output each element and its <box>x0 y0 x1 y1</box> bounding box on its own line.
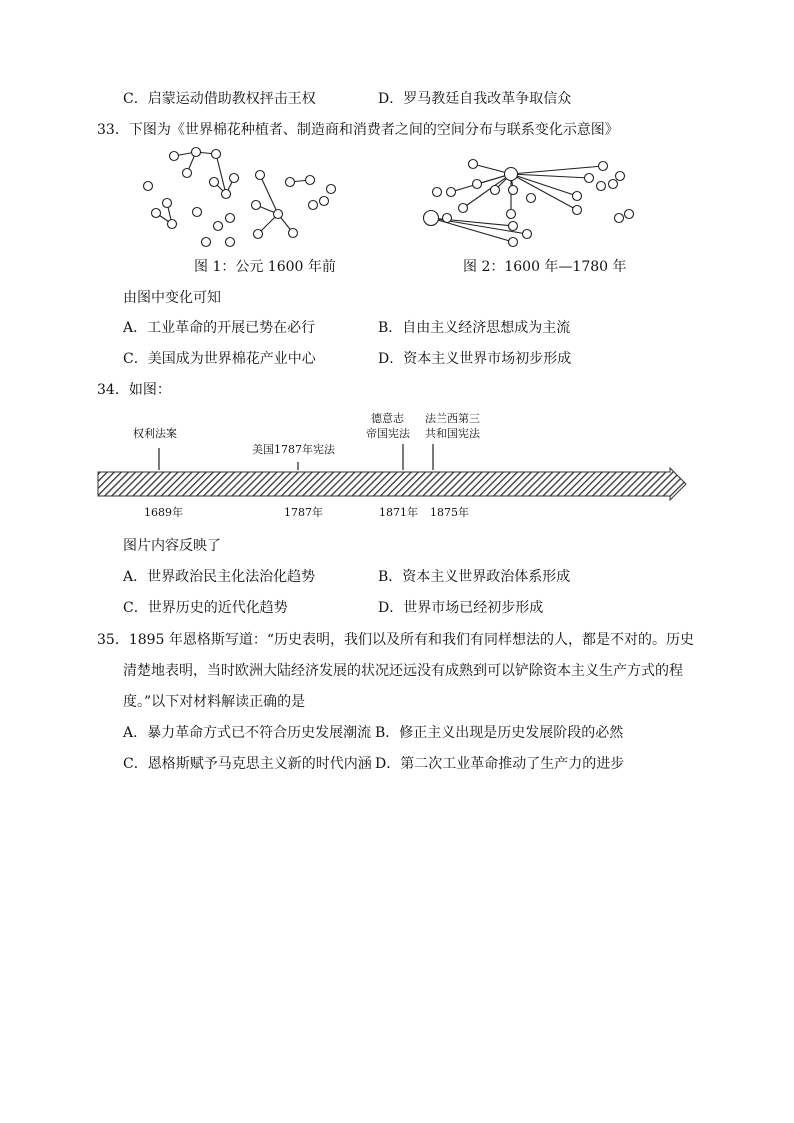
timeline-label-french-line1: 法兰西第三 <box>425 412 480 425</box>
q35-options-row-1 <box>123 723 723 743</box>
q35-stem-line-1: 35．1895 年恩格斯写道：“历史表明，我们以及所有和我们有同样想法的人，都是不对的。历史 <box>97 632 695 648</box>
option-d: D．世界市场已经初步形成 <box>378 600 544 616</box>
timeline-arrow <box>96 440 688 504</box>
q35-options-row-2 <box>123 754 723 774</box>
timeline-year-1875: 1875年 <box>430 506 469 519</box>
prev-options-row <box>123 89 723 109</box>
timeline-year-1871: 1871年 <box>379 506 418 519</box>
option-c: C．世界历史的近代化趋势 <box>123 600 288 616</box>
q33-figure-1 <box>130 142 350 254</box>
option-c: C．启蒙运动借助教权抨击王权 <box>123 91 316 107</box>
option-a: A．世界政治民主化法治化趋势 <box>123 569 316 585</box>
option-c: C．恩格斯赋予马克思主义新的时代内涵 <box>123 756 372 772</box>
q33-stem: 33．下图为《世界棉花种植者、制造商和消费者之间的空间分布与联系变化示意图》 <box>97 122 619 138</box>
q34-stem: 34．如图： <box>97 382 171 398</box>
option-d: D．第二次工业革命推动了生产力的进步 <box>375 756 625 772</box>
option-a: A．暴力革命方式已不符合历史发展潮流 <box>123 725 372 741</box>
q35-stem-line-2: 清楚地表明，当时欧洲大陆经济发展的状况还远没有成熟到可以铲除资本主义生产方式的程 <box>123 663 683 679</box>
timeline-label-us-constitution: 美国1787年宪法 <box>252 443 335 456</box>
q33-options-row-2 <box>123 349 723 369</box>
q35-stem-line-3: 度。”以下对材料解读正确的是 <box>123 694 306 710</box>
fig1-caption: 图 1：公元 1600 年前 <box>194 259 336 275</box>
timeline-year-1787: 1787年 <box>284 506 323 519</box>
option-d: D．资本主义世界市场初步形成 <box>378 351 572 367</box>
q33-prompt: 由图中变化可知 <box>123 290 221 306</box>
timeline-label-german-line1: 德意志 <box>371 412 404 425</box>
option-d: D．罗马教廷自我改革争取信众 <box>378 91 572 107</box>
timeline-label-bill-of-rights: 权利法案 <box>133 427 177 440</box>
option-b: B．修正主义出现是历史发展阶段的必然 <box>375 725 624 741</box>
timeline-label-german-line2: 帝国宪法 <box>366 427 410 440</box>
q34-options-row-1 <box>123 567 723 587</box>
timeline-label-french-line2: 共和国宪法 <box>425 427 480 440</box>
option-b: B．自由主义经济思想成为主流 <box>378 320 571 336</box>
option-c: C．美国成为世界棉花产业中心 <box>123 351 316 367</box>
q34-options-row-2 <box>123 598 723 618</box>
q34-prompt: 图片内容反映了 <box>123 538 221 554</box>
q33-figure-2 <box>415 156 645 256</box>
option-b: B．资本主义世界政治体系形成 <box>378 569 571 585</box>
q33-options-row-1 <box>123 318 723 338</box>
timeline-year-1689: 1689年 <box>144 506 183 519</box>
option-a: A．工业革命的开展已势在必行 <box>123 320 316 336</box>
fig2-caption: 图 2：1600 年—1780 年 <box>463 259 627 275</box>
